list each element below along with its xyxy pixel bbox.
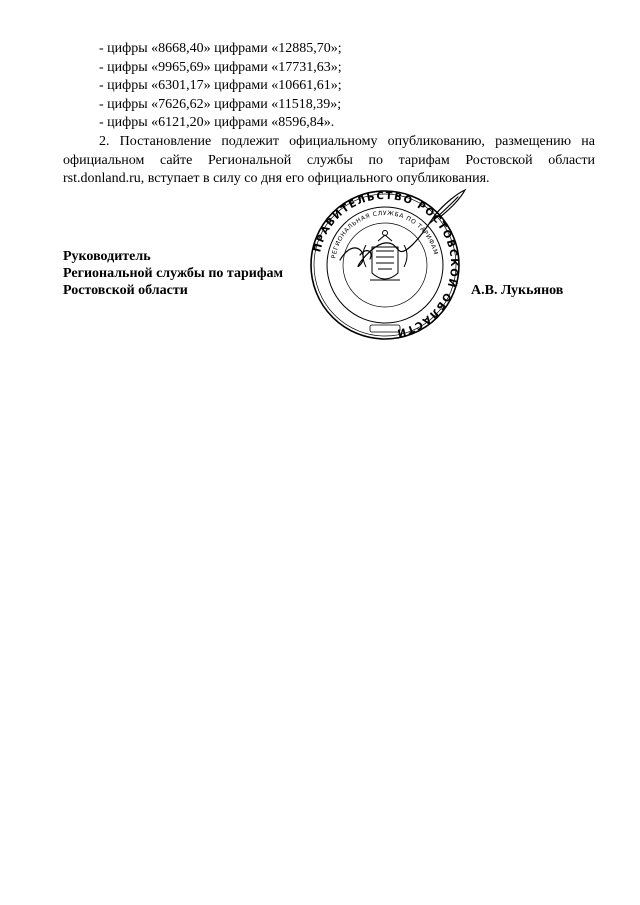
document-body [63,40,595,189]
list-item: - цифры «7626,62» цифрами «11518,39»; [99,96,342,112]
publication-paragraph [63,133,595,189]
signatory-title-line: Региональной службы по тарифам [63,266,284,281]
signatory-title [63,248,283,299]
signatory-name: А.В. Лукьянов [471,283,564,298]
list-item: - цифры «6301,17» цифрами «10661,61»; [99,78,342,94]
svg-text:РЕГИОНАЛЬНАЯ СЛУЖБА ПО ТАРИФАМ: РЕГИОНАЛЬНАЯ СЛУЖБА ПО ТАРИФАМ [330,209,440,260]
signatory-title-line: Руководитель [63,249,151,264]
official-seal-stamp [300,185,470,345]
signatory-title-line: Ростовской области [63,283,188,298]
list-item: - цифры «8668,40» цифрами «12885,70»; [99,41,342,56]
list-item: - цифры «9965,69» цифрами «17731,63»; [99,59,342,75]
seal-icon [300,185,470,345]
svg-text:ПРАВИТЕЛЬСТВО РОСТОВСКОЙ ОБЛАС: ПРАВИТЕЛЬСТВО РОСТОВСКОЙ ОБЛАСТИ [312,190,460,339]
paragraph-line: официальном сайте Региональной службы по тарифам Ростовской области [63,152,595,168]
paragraph-line: rst.donland.ru, вступает в силу со дня его официального опубликования. [63,171,490,187]
list-item: - цифры «6121,20» цифрами «8596,84». [99,115,335,131]
paragraph-line: 2. Постановление подлежит официальному опубликованию, размещению на [99,133,595,149]
